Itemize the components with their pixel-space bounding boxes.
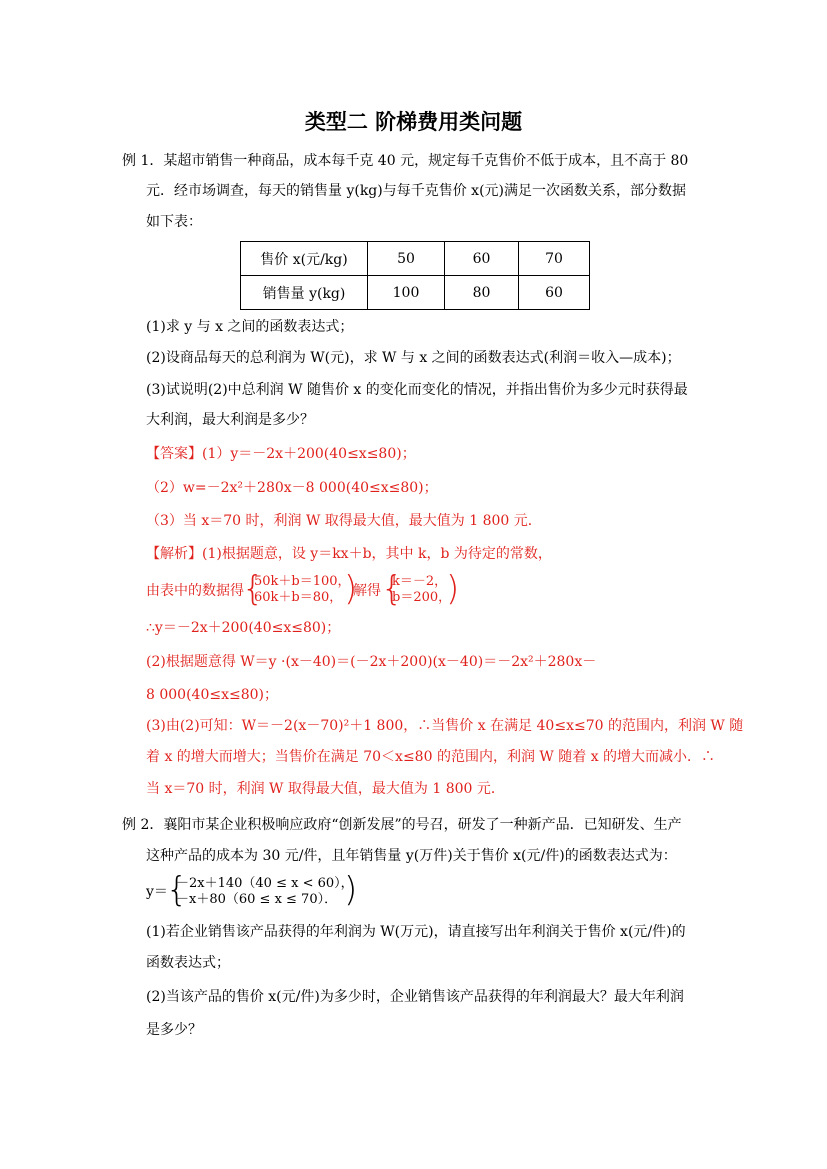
ex2-sub-question-1-line-1: (1)若企业销售该产品获得的年利润为 W(万元)，请直接写出年利润关于售价 x(元/件)的 bbox=[146, 924, 686, 940]
solution-system bbox=[392, 574, 451, 606]
analysis-line-5: 8 000(40≤x≤80)； bbox=[146, 687, 278, 703]
equation-row: 50k＋b＝100， bbox=[254, 574, 351, 589]
right-brace-icon: ) bbox=[446, 569, 460, 609]
ex2-question-line-2: 这种产品的成本为 30 元/件，且年销售量 y(万件)关于售价 x(元/件)的函数表达式为： bbox=[146, 848, 677, 864]
ex1-sub-question-2: (2)设商品每天的总利润为 W(元)，求 W 与 x 之间的函数表达式(利润＝收入—成本)； bbox=[146, 350, 681, 366]
page-title: 类型二 阶梯费用类问题 bbox=[304, 109, 523, 134]
table-cell: 60 bbox=[519, 276, 590, 310]
answer-line-3: （3）当 x＝70 时，利润 W 取得最大值，最大值为 1 800 元． bbox=[146, 513, 542, 529]
ex1-question-line-2: 元．经市场调查，每天的销售量 y(kg)与每千克售价 x(元)满足一次函数关系，部分数据 bbox=[146, 183, 686, 199]
answer-line-2: （2）w=－2x²＋280x－8 000(40≤x≤80)； bbox=[146, 480, 438, 496]
piecewise-row: －x＋80（60 ≤ x ≤ 70）． bbox=[176, 892, 338, 907]
ex1-question-line-1: 例 1．某超市销售一种商品，成本每千克 40 元，规定每千克售价不低于成本，且不高于 80 bbox=[122, 153, 689, 169]
analysis-line-4: (2)根据题意得 W＝y ·(x－40)＝(－2x＋200)(x－40)＝－2x²＋280x－ bbox=[146, 654, 597, 670]
analysis-line-3: ∴y＝－2x＋200(40≤x≤80)； bbox=[146, 620, 341, 636]
piecewise-function bbox=[176, 876, 354, 908]
table-row bbox=[241, 242, 590, 276]
table-row bbox=[241, 276, 590, 310]
piecewise-prefix: y＝ bbox=[146, 884, 168, 900]
right-brace-icon: ) bbox=[344, 870, 358, 910]
right-brace-icon: ) bbox=[344, 569, 358, 609]
table-cell: 100 bbox=[368, 276, 445, 310]
analysis-line-6: (3)由(2)可知：W＝－2(x－70)²＋1 800，∴当售价 x 在满足 40≤x≤70 的范围内，利润 W 随 bbox=[146, 718, 744, 734]
table-header-cell: 销售量 y(kg) bbox=[241, 276, 368, 310]
analysis-line-1: 【解析】(1)根据题意，设 y＝kx＋b，其中 k，b 为待定的常数， bbox=[146, 546, 552, 562]
solution-prefix: 解得 bbox=[353, 583, 381, 599]
price-sales-table bbox=[240, 241, 590, 310]
ex1-sub-question-1: (1)求 y 与 x 之间的函数表达式； bbox=[146, 319, 354, 335]
left-brace-icon: { bbox=[381, 569, 403, 609]
table-cell: 70 bbox=[519, 242, 590, 276]
table-cell: 80 bbox=[445, 276, 519, 310]
ex2-sub-question-1-line-2: 函数表达式； bbox=[146, 955, 230, 971]
equation-system bbox=[254, 574, 351, 606]
table-header-cell: 售价 x(元/kg) bbox=[241, 242, 368, 276]
ex1-sub-question-3-line-1: (3)试说明(2)中总利润 W 随售价 x 的变化而变化的情况，并指出售价为多少元时获得最 bbox=[146, 382, 688, 398]
left-brace-icon: { bbox=[242, 569, 264, 609]
ex1-sub-question-3-line-2: 大利润，最大利润是多少？ bbox=[146, 412, 314, 428]
analysis-line-7: 着 x 的增大而增大；当售价在满足 70＜x≤80 的范围内，利润 W 随着 x 的增大而减小．∴ bbox=[146, 749, 716, 765]
table-cell: 50 bbox=[368, 242, 445, 276]
ex2-sub-question-2-line-1: (2)当该产品的售价 x(元/件)为多少时，企业销售该产品获得的年利润最大？最大年利润 bbox=[146, 989, 684, 1005]
equation-row: k＝－2， bbox=[392, 574, 448, 589]
equation-row: 60k＋b＝80， bbox=[254, 590, 343, 605]
ex1-question-line-3: 如下表： bbox=[146, 214, 202, 230]
answer-line-1: 【答案】(1）y＝－2x＋200(40≤x≤80)； bbox=[146, 446, 416, 462]
analysis-system-prefix: 由表中的数据得 bbox=[146, 583, 244, 599]
ex2-sub-question-2-line-2: 是多少？ bbox=[146, 1022, 202, 1038]
table-cell: 60 bbox=[445, 242, 519, 276]
left-brace-icon: { bbox=[166, 870, 188, 910]
piecewise-row: －2x＋140（40 ≤ x < 60）， bbox=[176, 876, 354, 891]
ex2-question-line-1: 例 2．襄阳市某企业积极响应政府“创新发展”的号召，研发了一种新产品．已知研发、生产 bbox=[122, 817, 682, 833]
equation-row: b＝200， bbox=[392, 590, 452, 605]
analysis-line-8: 当 x＝70 时，利润 W 取得最大值，最大值为 1 800 元． bbox=[146, 781, 505, 797]
